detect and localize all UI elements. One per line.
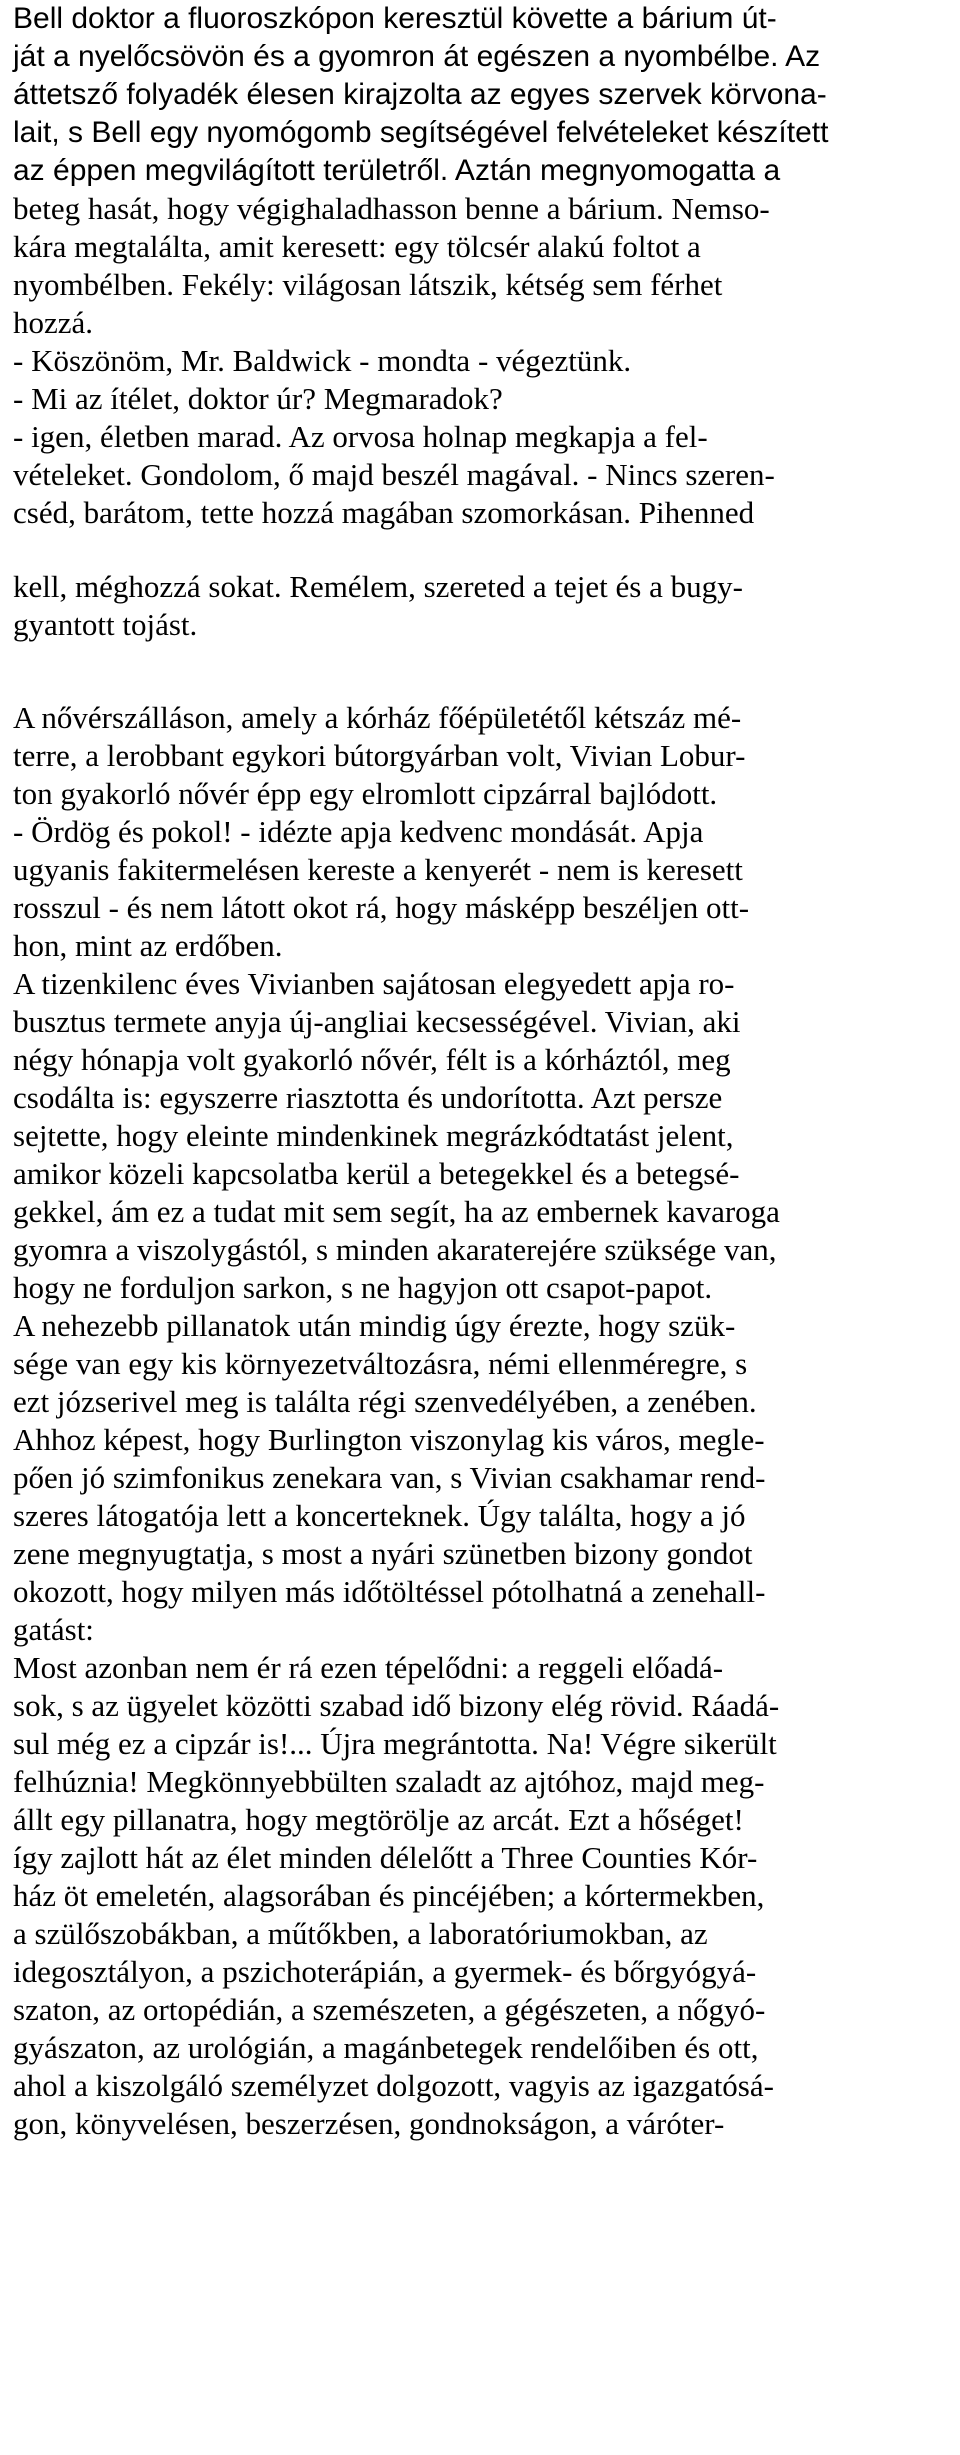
text-line: vételeket. Gondolom, ő majd beszél magával. - Nincs szeren- xyxy=(13,457,775,492)
text-line: az éppen megvilágított területről. Aztán megnyomogatta a xyxy=(13,154,781,187)
text-line: A nővérszálláson, amely a kórház főépületétől kétszáz mé- xyxy=(13,700,742,735)
text-line: sok, s az ügyelet közötti szabad idő bizony elég rövid. Ráadá- xyxy=(13,1688,780,1723)
text-line: hon, mint az erdőben. xyxy=(13,928,283,963)
text-line: - Mi az ítélet, doktor úr? Megmaradok? xyxy=(13,381,503,416)
text-line: Bell doktor a fluoroszkópon keresztül követte a bárium út- xyxy=(13,2,777,35)
text-line: kára megtalálta, amit keresett: egy tölcsér alakú foltot a xyxy=(13,229,701,264)
text-line: - Köszönöm, Mr. Baldwick - mondta - végeztünk. xyxy=(13,343,632,378)
text-line: hozzá. xyxy=(13,305,94,340)
text-line: zene megnyugtatja, s most a nyári szünetben bizony gondot xyxy=(13,1536,753,1571)
text-line: - igen, életben marad. Az orvosa holnap megkapja a fel- xyxy=(13,419,708,454)
text-line: hogy ne forduljon sarkon, s ne hagyjon ott csapot-papot. xyxy=(13,1270,713,1305)
text-line: állt egy pillanatra, hogy megtörölje az arcát. Ezt a hőséget! xyxy=(13,1802,744,1837)
text-line: szaton, az ortopédián, a szemészeten, a gégészeten, a nőgyó- xyxy=(13,1992,766,2027)
text-line: - Ördög és pokol! - idézte apja kedvenc mondását. Apja xyxy=(13,814,704,849)
text-line: Ahhoz képest, hogy Burlington viszonylag kis város, megle- xyxy=(13,1422,765,1457)
text-line: rosszul - és nem látott okot rá, hogy másképp beszéljen ott- xyxy=(13,890,750,925)
text-line: ezt józserivel meg is találta régi szenvedélyében, a zenében. xyxy=(13,1384,757,1419)
text-line: Most azonban nem ér rá ezen tépelődni: a reggeli előadá- xyxy=(13,1650,724,1685)
text-line: okozott, hogy milyen más időtöltéssel pótolhatná a zenehall- xyxy=(13,1574,766,1609)
text-line: sul még ez a cipzár is!... Újra megrántotta. Na! Végre sikerült xyxy=(13,1726,777,1761)
text-line: ugyanis fakitermelésen kereste a kenyerét - nem is keresett xyxy=(13,852,743,887)
text-line: beteg hasát, hogy végighaladhasson benne a bárium. Nemso- xyxy=(13,191,770,226)
text-line: ton gyakorló nővér épp egy elromlott cipzárral bajlódott. xyxy=(13,776,718,811)
text-line: a szülőszobákban, a műtőkben, a laboratóriumokban, az xyxy=(13,1916,708,1951)
text-line: amikor közeli kapcsolatba kerül a betegekkel és a betegsé- xyxy=(13,1156,740,1191)
text-line: busztus termete anyja új-angliai kecsességével. Vivian, aki xyxy=(13,1004,741,1039)
text-line: terre, a lerobbant egykori bútorgyárban volt, Vivian Lobur- xyxy=(13,738,746,773)
text-line: négy hónapja volt gyakorló nővér, félt is a kórháztól, meg xyxy=(13,1042,731,1077)
text-line: ház öt emeletén, alagsorában és pincéjében; a kórtermekben, xyxy=(13,1878,765,1913)
text-line: áttetsző folyadék élesen kirajzolta az egyes szervek körvona- xyxy=(13,78,827,111)
text-line: kell, méghozzá sokat. Remélem, szereted a tejet és a bugy- xyxy=(13,569,743,604)
text-line: gyantott tojást. xyxy=(13,607,198,642)
text-line: A tizenkilenc éves Vivianben sajátosan elegyedett apja ro- xyxy=(13,966,735,1001)
text-line: szeres látogatója lett a koncerteknek. Úgy találta, hogy a jó xyxy=(13,1498,746,1533)
text-line: ját a nyelőcsövön és a gyomron át egészen a nyombélbe. Az xyxy=(13,40,821,73)
text-line: sejtette, hogy eleinte mindenkinek megrázkódtatást jelent, xyxy=(13,1118,734,1153)
text-line: gyomra a viszolygástól, s minden akaraterejére szüksége van, xyxy=(13,1232,777,1267)
text-line: így zajlott hát az élet minden délelőtt a Three Counties Kór- xyxy=(13,1840,758,1875)
text-line: gatást: xyxy=(13,1612,94,1647)
text-line: sége van egy kis környezetváltozásra, némi ellenméregre, s xyxy=(13,1346,748,1381)
text-line: gekkel, ám ez a tudat mit sem segít, ha az embernek kavaroga xyxy=(13,1194,780,1229)
text-line: nyombélben. Fekély: világosan látszik, kétség sem férhet xyxy=(13,267,723,302)
text-line: gon, könyvelésen, beszerzésen, gondnokságon, a váróter- xyxy=(13,2106,725,2141)
text-line: gyászaton, az urológián, a magánbetegek rendelőiben és ott, xyxy=(13,2030,759,2065)
text-line: A nehezebb pillanatok után mindig úgy érezte, hogy szük- xyxy=(13,1308,736,1343)
text-line: lait, s Bell egy nyomógomb segítségével felvételeket készített xyxy=(13,116,829,149)
text-line: ahol a kiszolgáló személyzet dolgozott, vagyis az igazgatósá- xyxy=(13,2068,774,2103)
text-line: csodálta is: egyszerre riasztotta és undorította. Azt persze xyxy=(13,1080,723,1115)
text-line: felhúznia! Megkönnyebbülten szaladt az ajtóhoz, majd meg- xyxy=(13,1764,765,1799)
text-line: idegosztályon, a pszichoterápián, a gyermek- és bőrgyógyá- xyxy=(13,1954,757,1989)
text-line: pően jó szimfonikus zenekara van, s Vivian csakhamar rend- xyxy=(13,1460,766,1495)
text-line: cséd, barátom, tette hozzá magában szomorkásan. Pihenned xyxy=(13,495,755,530)
